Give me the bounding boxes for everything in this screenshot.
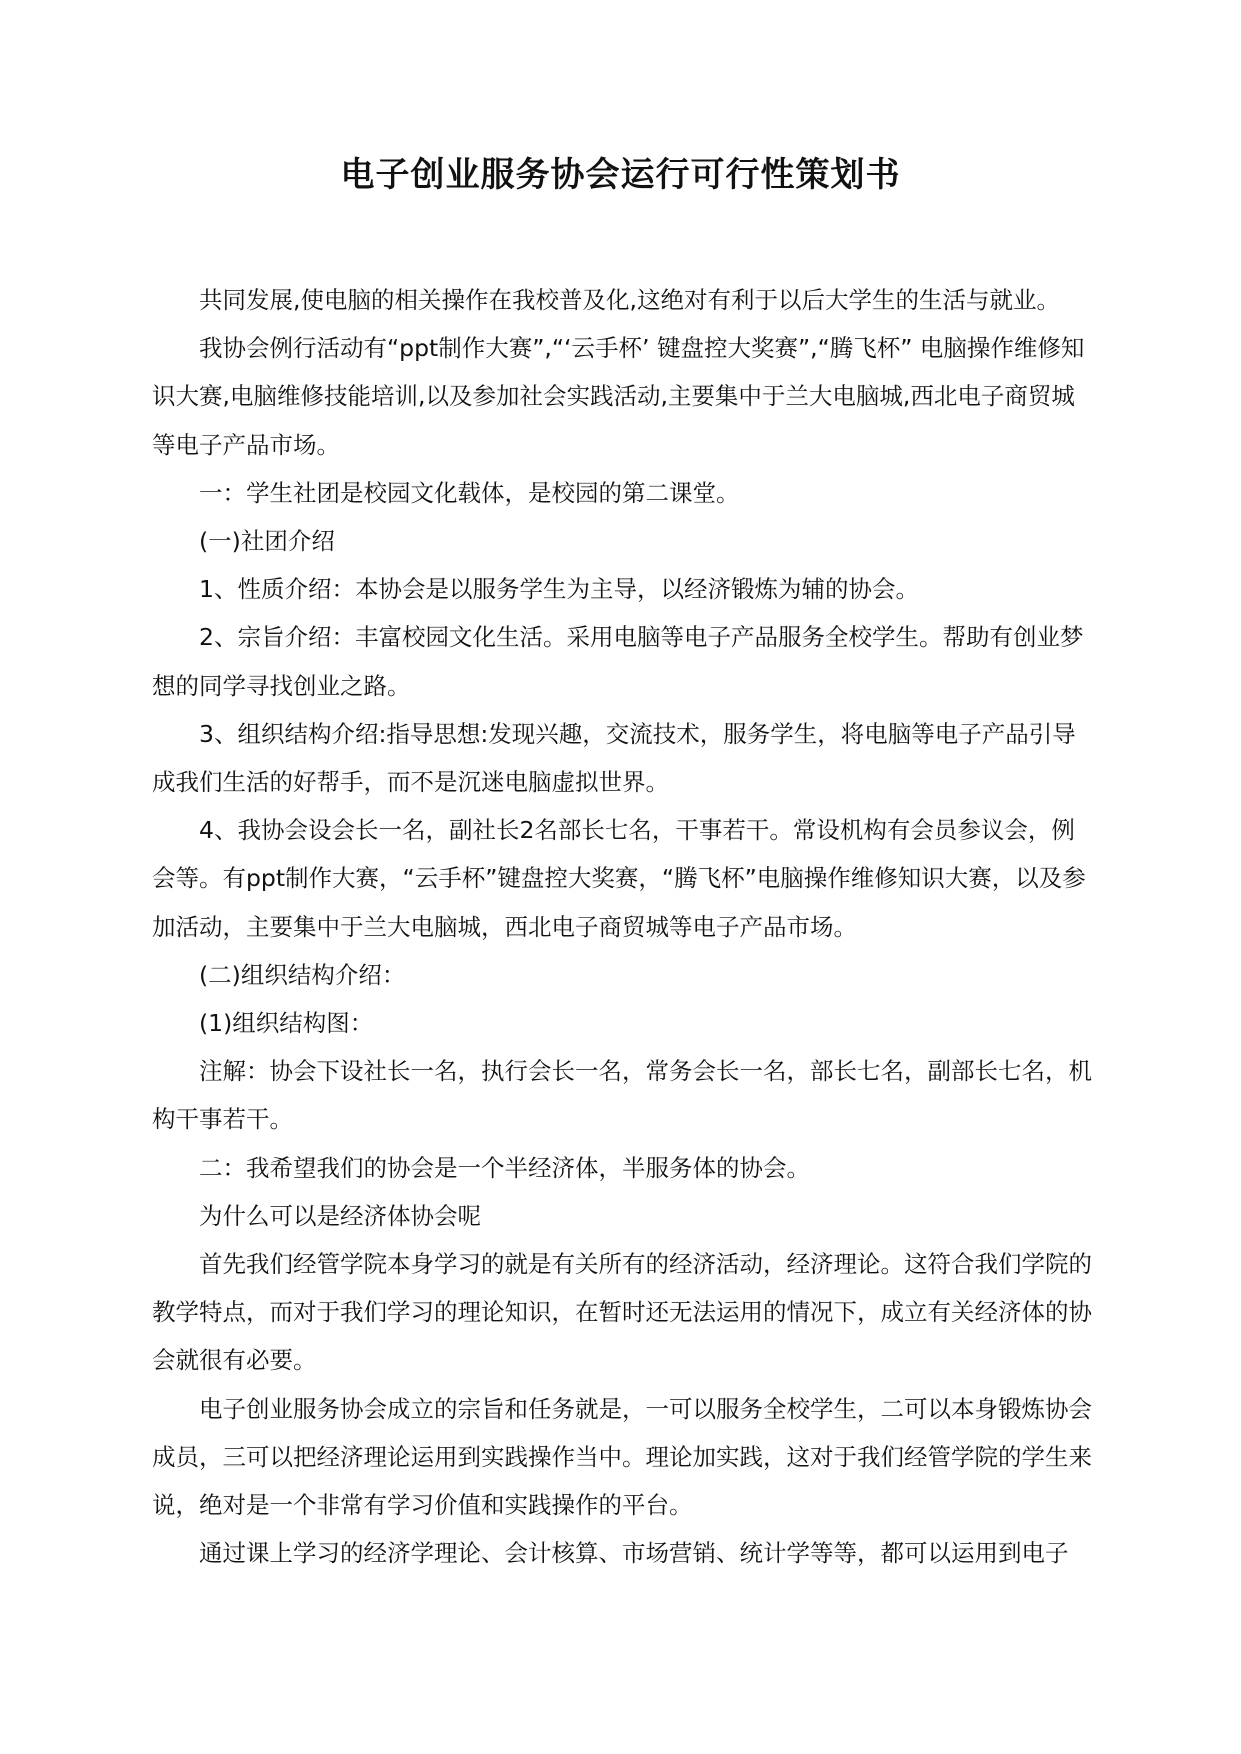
document-title: 电子创业服务协会运行可行性策划书 (340, 155, 901, 195)
document-body (152, 276, 1092, 1577)
paragraph: 注解：协会下设社长一名，执行会长一名，常务会长一名，部长七名，副部长七名，机构干事若干。 (152, 1057, 1092, 1134)
paragraph: 我协会例行活动有“ppt制作大赛”,“‘云手杯’ 键盘控大奖赛”,“腾飞杯” 电脑操作维修知识大赛,电脑维修技能培训,以及参加社会实践活动,主要集中于兰大电脑城,西北电子商贸城等电子产品市场。 (152, 334, 1085, 459)
paragraph: (1)组织结构图： (199, 1009, 374, 1038)
paragraph: 4、我协会设会长一名，副社长2名部长七名，干事若干。常设机构有会员参议会，例会等。有ppt制作大赛，“云手杯”键盘控大奖赛，“腾飞杯”电脑操作维修知识大赛，以及参加活动，主要集中于兰大电脑城，西北电子商贸城等电子产品市场。 (152, 816, 1086, 941)
paragraph: 3、组织结构介绍:指导思想:发现兴趣，交流技术，服务学生，将电脑等电子产品引导成我们生活的好帮手，而不是沉迷电脑虚拟世界。 (152, 719, 1076, 797)
paragraph: (二)组织结构介绍： (199, 960, 406, 989)
paragraph: 首先我们经管学院本身学习的就是有关所有的经济活动，经济理论。这符合我们学院的教学特点，而对于我们学习的理论知识，在暂时还无法运用的情况下，成立有关经济体的协会就很有必要。 (152, 1250, 1092, 1375)
paragraph: 一：学生社团是校园文化载体，是校园的第二课堂。 (199, 478, 740, 507)
paragraph: 电子创业服务协会成立的宗旨和任务就是，一可以服务全校学生，二可以本身锻炼协会成员，三可以把经济理论运用到实践操作当中。理论加实践，这对于我们经管学院的学生来说，绝对是一个非常有学习价值和实践操作的平台。 (152, 1394, 1092, 1520)
paragraph: 2、宗旨介绍：丰富校园文化生活。采用电脑等电子产品服务全校学生。帮助有创业梦想的同学寻找创业之路。 (152, 623, 1084, 700)
paragraph: (一)社团介绍 (199, 527, 335, 556)
paragraph: 共同发展,使电脑的相关操作在我校普及化,这绝对有利于以后大学生的生活与就业。 (199, 286, 1060, 314)
paragraph: 1、性质介绍：本协会是以服务学生为主导，以经济锻炼为辅的协会。 (199, 575, 919, 604)
paragraph: 为什么可以是经济体协会呢 (199, 1201, 481, 1230)
paragraph: 二：我希望我们的协会是一个半经济体，半服务体的协会。 (199, 1153, 810, 1182)
paragraph: 通过课上学习的经济学理论、会计核算、市场营销、统计学等等，都可以运用到电子 (199, 1539, 1069, 1568)
